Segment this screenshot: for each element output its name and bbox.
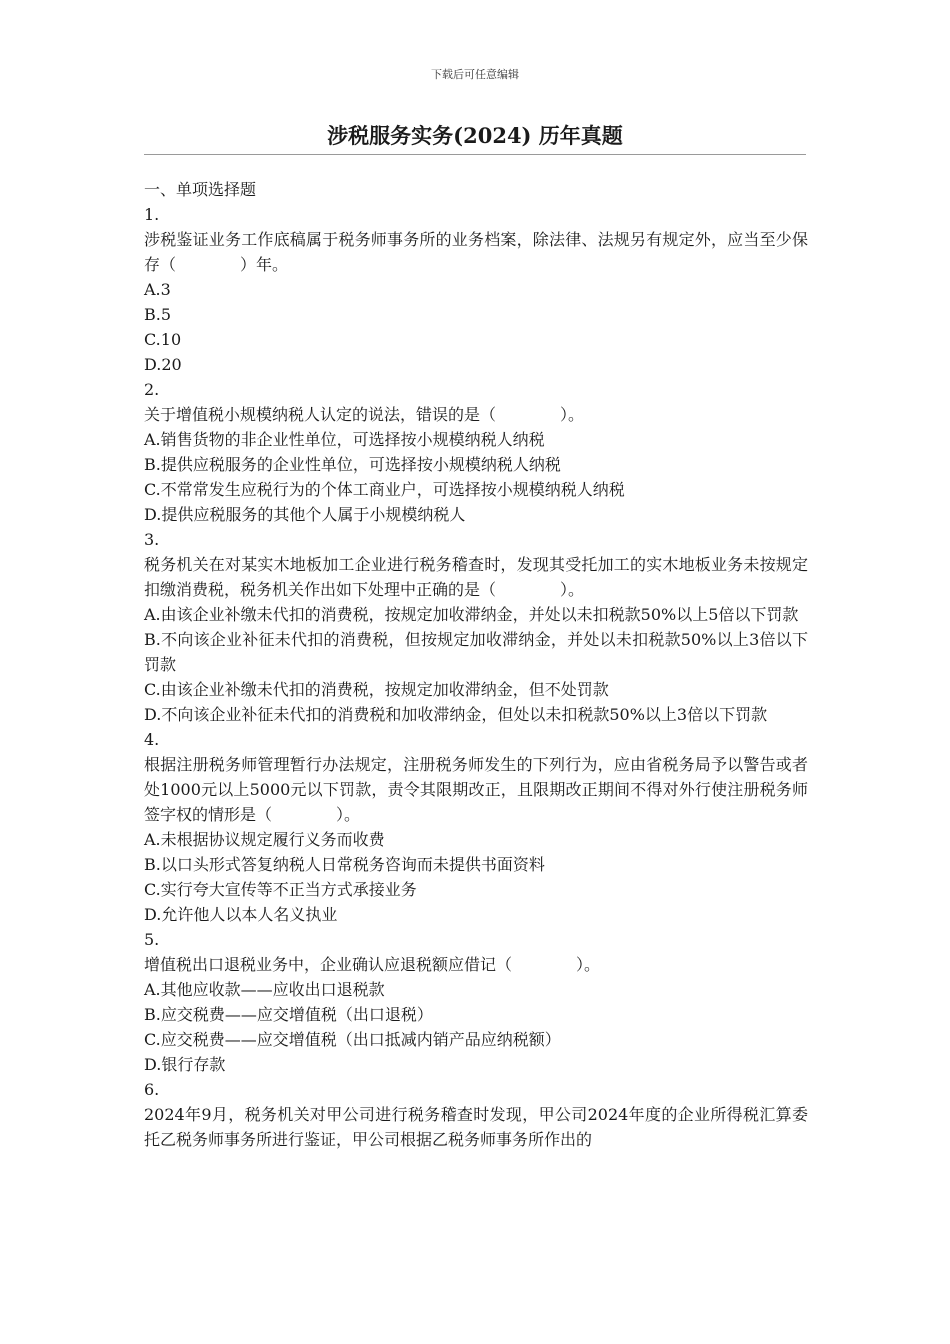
question-number: 2. (144, 380, 160, 399)
option-a: A.未根据协议规定履行义务而收费 (144, 830, 385, 849)
question-4 (144, 727, 808, 927)
option-d: D.银行存款 (144, 1055, 226, 1074)
option-a: A.由该企业补缴未代扣的消费税，按规定加收滞纳金，并处以未扣税款50%以上5倍以下罚款 (144, 605, 799, 624)
question-stem: 涉税鉴证业务工作底稿属于税务师事务所的业务档案，除法律、法规另有规定外，应当至少保存（ ）年。 (144, 230, 808, 274)
option-d: D.不向该企业补征未代扣的消费税和加收滞纳金，但处以未扣税款50%以上3倍以下罚款 (144, 705, 768, 724)
option-c: C.应交税费——应交增值税（出口抵减内销产品应纳税额） (144, 1030, 561, 1049)
question-number: 3. (144, 530, 160, 549)
option-b: B.5 (144, 305, 172, 324)
question-number: 5. (144, 930, 160, 949)
option-b: B.应交税费——应交增值税（出口退税） (144, 1005, 433, 1024)
question-6 (144, 1077, 808, 1152)
option-b: B.提供应税服务的企业性单位，可选择按小规模纳税人纳税 (144, 455, 561, 474)
question-number: 1. (144, 205, 160, 224)
question-3 (144, 527, 808, 727)
question-1 (144, 202, 808, 377)
title-divider (144, 154, 806, 155)
option-d: D.允许他人以本人名义执业 (144, 905, 338, 924)
option-d: D.20 (144, 355, 182, 374)
option-a: A.其他应收款——应收出口退税款 (144, 980, 385, 999)
option-b: B.不向该企业补征未代扣的消费税，但按规定加收滞纳金，并处以未扣税款50%以上3倍以下罚款 (144, 630, 808, 674)
question-number: 6. (144, 1080, 160, 1099)
option-c: C.不常常发生应税行为的个体工商业户，可选择按小规模纳税人纳税 (144, 480, 625, 499)
page-header: 下载后可任意编辑 (431, 68, 519, 81)
question-stem: 根据注册税务师管理暂行办法规定，注册税务师发生的下列行为，应由省税务局予以警告或者处1000元以上5000元以下罚款，责令其限期改正，且限期改正期间不得对外行使注册税务师签字权的情形是（ ）。 (144, 755, 808, 824)
option-d: D.提供应税服务的其他个人属于小规模纳税人 (144, 505, 466, 524)
option-a: A.3 (144, 280, 171, 299)
option-b: B.以口头形式答复纳税人日常税务咨询而未提供书面资料 (144, 855, 545, 874)
document-title: 涉税服务实务(2024) 历年真题 (327, 123, 623, 148)
document-body (144, 177, 808, 1152)
question-stem: 增值税出口退税业务中，企业确认应退税额应借记（ ）。 (144, 955, 601, 974)
question-2 (144, 377, 808, 527)
option-c: C.10 (144, 330, 182, 349)
question-5 (144, 927, 808, 1077)
question-number: 4. (144, 730, 160, 749)
option-a: A.销售货物的非企业性单位，可选择按小规模纳税人纳税 (144, 430, 545, 449)
section-heading: 一、单项选择题 (144, 180, 257, 199)
option-c: C.实行夸大宣传等不正当方式承接业务 (144, 880, 417, 899)
question-stem: 关于增值税小规模纳税人认定的说法，错误的是（ ）。 (144, 405, 585, 424)
question-stem: 2024年9月，税务机关对甲公司进行税务稽查时发现，甲公司2024年度的企业所得税汇算委托乙税务师事务所进行鉴证，甲公司根据乙税务师事务所作出的 (144, 1105, 808, 1149)
question-stem: 税务机关在对某实木地板加工企业进行税务稽查时，发现其受托加工的实木地板业务未按规定扣缴消费税，税务机关作出如下处理中正确的是（ ）。 (144, 555, 808, 599)
option-c: C.由该企业补缴未代扣的消费税，按规定加收滞纳金，但不处罚款 (144, 680, 609, 699)
